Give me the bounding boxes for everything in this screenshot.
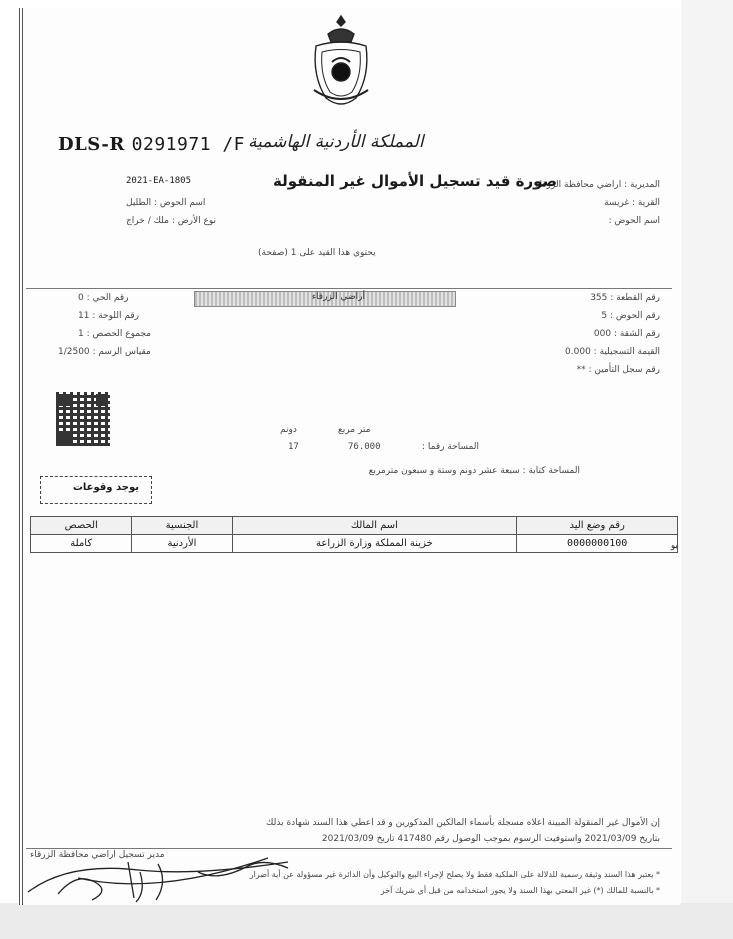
divider xyxy=(26,288,672,289)
cell-owner-name: خزينة المملكة وزارة الزراعة xyxy=(232,535,517,553)
cell-shares: كاملة xyxy=(31,535,132,553)
parcel-total-shares: مجموع الحصص : 1 xyxy=(78,329,152,339)
document-code: 2021-EA-1805 xyxy=(126,176,192,186)
viewer-right-gutter xyxy=(681,0,733,903)
parcel-insurance-record: رقم سجل التأمين : ** xyxy=(576,365,660,375)
document-number: DLS-R 0291971 /F xyxy=(58,134,246,155)
margin-line xyxy=(19,8,20,905)
row-marker: بو xyxy=(670,541,678,551)
stamp-box xyxy=(40,476,152,504)
info-basin: اسم الحوض : xyxy=(608,216,660,226)
info-land-type: نوع الأرض : ملك / خراج xyxy=(126,216,216,226)
cell-possession-number: 0000000100 xyxy=(517,535,678,553)
area-unit-dunum: دونم xyxy=(280,425,297,435)
pages-note: يحتوي هذا القيد على 1 (صفحة) xyxy=(258,248,376,258)
area-unit-m2: متر مربع xyxy=(338,425,371,435)
qr-code xyxy=(56,392,110,446)
col-possession-number: رقم وضع اليد xyxy=(517,517,678,535)
stamp-strip xyxy=(194,291,456,307)
area-dunum-value: 17 xyxy=(288,442,299,452)
col-owner-name: اسم المالك xyxy=(232,517,517,535)
viewer-bottom-band xyxy=(0,903,733,939)
owners-header-row xyxy=(31,517,678,535)
parcel-registered-value: القيمة التسجيلية : 0.000 xyxy=(565,347,660,357)
parcel-apartment-number: رقم الشقة : 000 xyxy=(593,329,660,339)
certification-line-2: بتاريخ 2021/03/09 واستوفيت الرسوم بموجب الوصول رقم 417480 تاريخ 2021/03/09 xyxy=(321,834,660,844)
area-numeric-label: المساحة رقما : xyxy=(422,442,479,452)
document-title: صورة قيد تسجيل الأموال غير المنقولة xyxy=(273,172,558,190)
table-row xyxy=(31,535,678,553)
certification-line-1: إن الأموال غير المنقولة المبينة اعلاه مسجلة بأسماء المالكين المذكورين و قد اعطي هذا السند شهادة بذلك xyxy=(266,818,660,828)
coat-of-arms-emblem xyxy=(306,12,376,112)
col-nationality: الجنسية xyxy=(132,517,232,535)
kingdom-name: المملكة الأردنية الهاشمية xyxy=(248,132,424,152)
legal-note-2: * بالنسبة للمالك (*) غير المعني بهذا السند ولا يجوز استخدامه من قبل أي شريك آخر xyxy=(380,886,660,895)
area-text: المساحة كتابة : سبعة عشر دونم وستة و سبعون مترمربع xyxy=(368,466,580,476)
cell-nationality: الأردنية xyxy=(132,535,232,553)
director-title: مدير تسجيل اراضي محافظة الزرقاء xyxy=(30,850,165,860)
parcel-basin-number: رقم الحوض : 5 xyxy=(601,311,660,321)
parcel-district-number: رقم الحي : 0 xyxy=(78,293,129,303)
parcel-plate-number: رقم اللوحة : 11 xyxy=(78,311,139,321)
legal-note-1: * يعتبر هذا السند وثيقة رسمية للدلالة على الملكية فقط ولا يصلح لإجراء البيع والتوكيل وأن الدائرة غير مسؤولة عن أية أضرار xyxy=(249,870,660,879)
info-basin-name: اسم الحوض : الطليل xyxy=(126,198,206,208)
owners-table xyxy=(30,516,678,553)
parcel-number: رقم القطعة : 355 xyxy=(590,293,660,303)
area-m2-value: 76.000 xyxy=(348,442,381,452)
signature-mark xyxy=(18,832,318,905)
deed-document xyxy=(18,8,680,905)
stamp-note: يوجد وقوعات xyxy=(72,482,139,493)
info-directorate: المديرية : اراضي محافظة الزرقاء xyxy=(535,180,660,190)
margin-line xyxy=(22,8,23,905)
parcel-scale: مقياس الرسم : 1/2500 xyxy=(58,347,151,357)
info-village: القرية : غريسة xyxy=(604,198,660,208)
col-shares: الحصص xyxy=(31,517,132,535)
stamp-strip-label: أراضي الزرقاء xyxy=(311,292,365,302)
